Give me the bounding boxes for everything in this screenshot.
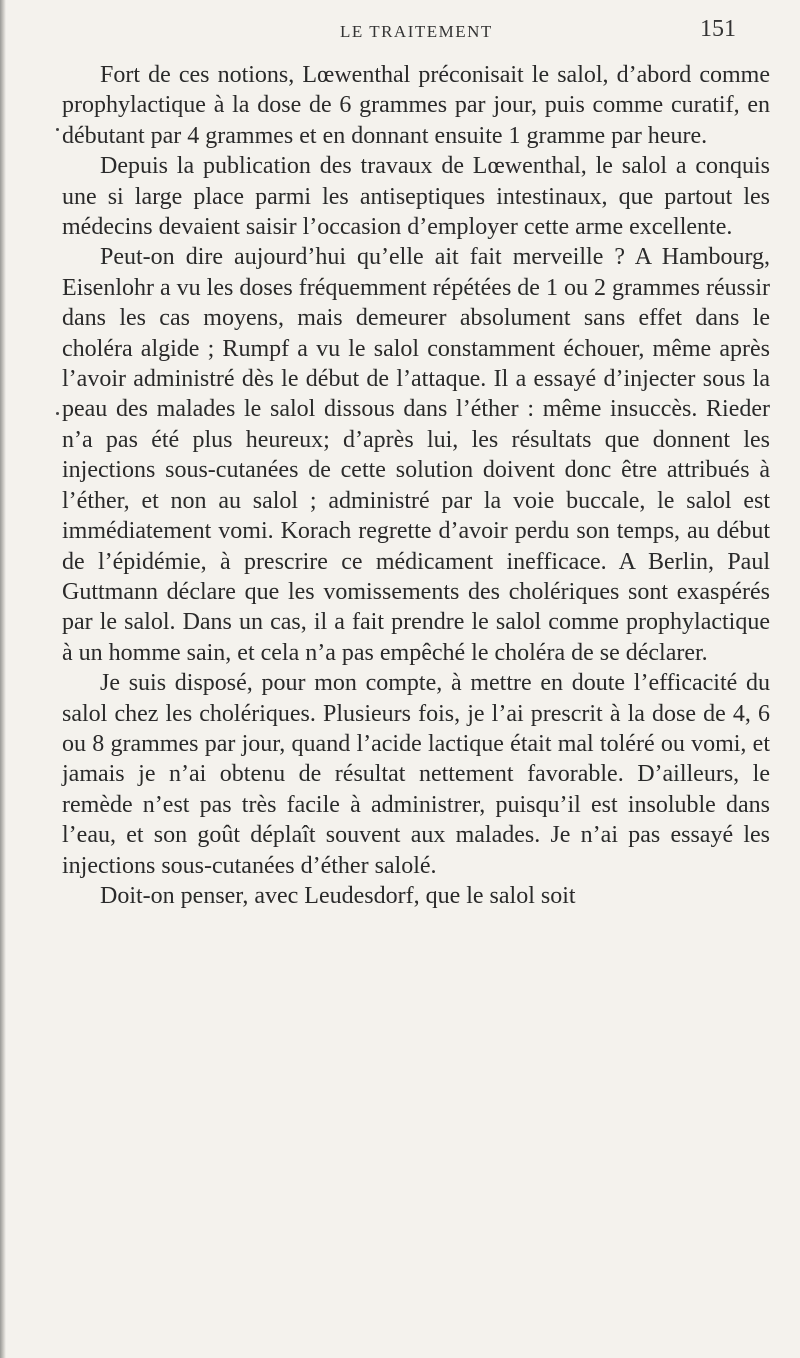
body-text — [62, 60, 770, 911]
paragraph: Peut-on dire aujourd’hui qu’elle ait fait merveille ? A Hambourg, Eisenlohr a vu les doses fréquemment répétées de 1 ou 2 grammes réussir dans les cas moyens, mais demeurer absolument sans effet dans le choléra algide ; Rumpf a vu le salol constamment échouer, même après l’avoir administré dès le début de l’attaque. Il a essayé d’injecter sous la peau des malades le salol dissous dans l’éther : même insuccès. Rieder n’a pas été plus heureux; d’après lui, les résultats que donnent les injections sous-cutanées de cette solution doivent donc être attribués à l’éther, et non au salol ; administré par la voie buccale, le salol est immédiatement vomi. Korach regrette d’avoir perdu son temps, au début de l’épidémie, à prescrire ce médicament inefficace. A Berlin, Paul Guttmann déclare que les vomissements des cholériques sont exaspérés par le salol. Dans un cas, il a fait prendre le salol comme prophylactique à un homme sain, et cela n’a pas empêché le choléra de se déclarer. — [62, 244, 770, 666]
margin-dot — [56, 128, 59, 131]
running-head: LE TRAITEMENT — [340, 22, 493, 41]
page-number: 151 — [700, 16, 736, 42]
paragraph: Je suis disposé, pour mon compte, à mettre en doute l’efficacité du salol chez les cholériques. Plusieurs fois, je l’ai prescrit à la dose de 4, 6 ou 8 grammes par jour, quand l’acide lactique était mal toléré ou vomi, et jamais je n’ai obtenu de résultat nettement favorable. D’ailleurs, le remède n’est pas très facile à administrer, puisqu’il est insoluble dans l’eau, et son goût déplaît souvent aux malades. Je n’ai pas essayé les injections sous-cutanées d’éther salolé. — [62, 670, 770, 879]
paragraph: Fort de ces notions, Lœwenthal préconisait le salol, d’abord comme prophylactique à la dose de 6 grammes par jour, puis comme curatif, en débutant par 4 grammes et en donnant ensuite 1 gramme par heure. — [62, 62, 770, 149]
page-binding-shadow — [0, 0, 6, 1358]
margin-dot — [56, 412, 59, 415]
page-header — [0, 10, 800, 50]
paragraph: Doit-on penser, avec Leudesdorf, que le salol soit — [100, 882, 576, 909]
paragraph: Depuis la publication des travaux de Lœwenthal, le salol a conquis une si large place parmi les antiseptiques intestinaux, que partout les médecins devaient saisir l’occasion d’employer cette arme excellente. — [62, 153, 770, 241]
